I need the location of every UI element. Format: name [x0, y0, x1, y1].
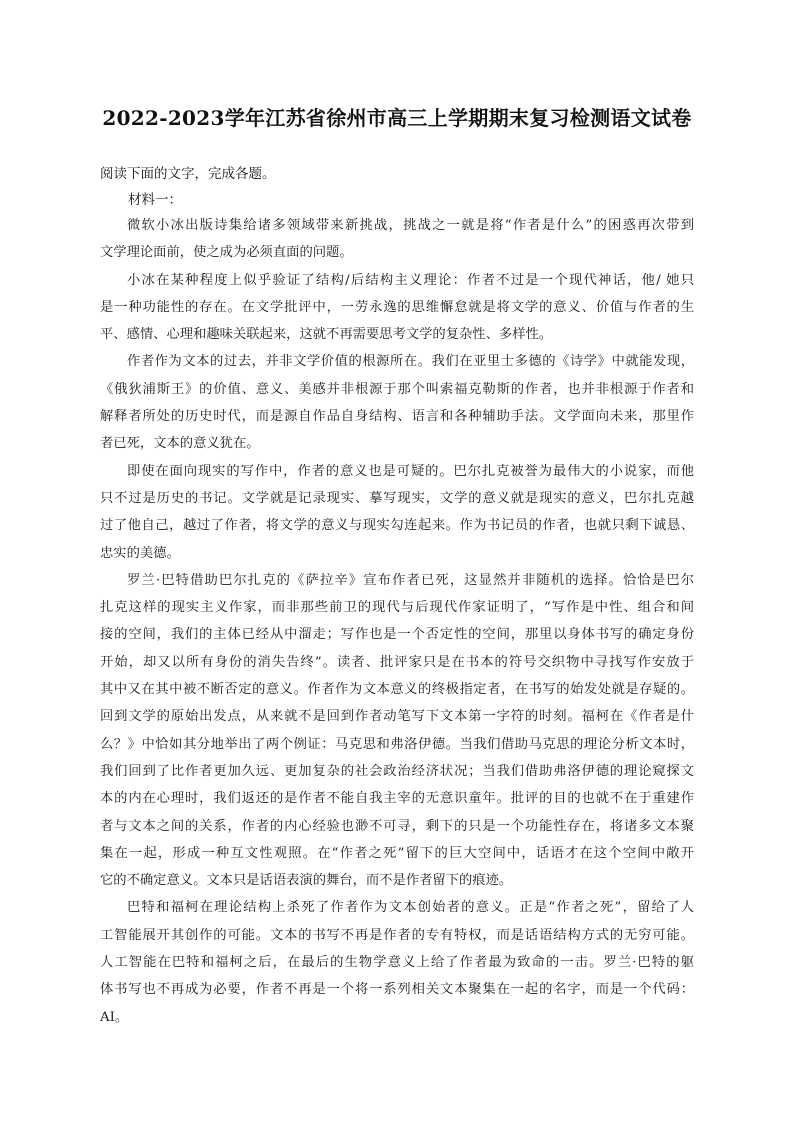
instruction-text: 阅读下面的文字，完成各题。 [100, 166, 276, 182]
passage-line: 扎克这样的现实主义作家，而非那些前卫的现代与后现代作家证明了，“写作是中性、组合和间 [100, 600, 694, 616]
passage-line: 巴特和福柯在理论结构上杀死了作者作为文本创始者的意义。正是“作者之死”，留给了人 [127, 900, 694, 916]
passage-line: 者已死，文本的意义犹在。 [100, 436, 260, 452]
passage-line: 它的不确定意义。文本只是话语表演的舞台，而不是作者留下的痕迹。 [100, 873, 513, 889]
passage-line: 微软小冰出版诗集给诸多领域带来新挑战，挑战之一就是将“作者是什么”的困惑再次带到 [127, 218, 694, 233]
passage-line: 者与文本之间的关系，作者的内心经验也渺不可寻，剩下的只是一个功能性存在，将诸多文本聚 [100, 818, 694, 834]
passage-line: 开始，却又以所有身份的消失告终”。读者、批评家只是在书本的符号交织物中寻找写作安放于 [100, 654, 694, 670]
passage-line: AI。 [100, 1009, 129, 1025]
passage-line: 集在一起，形成一种互文性观照。在“作者之死”留下的巨大空间中，话语才在这个空间中敞开 [100, 845, 694, 861]
passage-line: 本的内在心理时，我们返还的是作者不能自我主宰的无意识童年。批评的目的也就不在于重建作 [100, 791, 694, 807]
passage-line: 接的空间，我们的主体已经从中溜走；写作也是一个否定性的空间，那里以身体书写的确定身份 [100, 627, 694, 643]
passage-line: 我们回到了比作者更加久远、更加复杂的社会政治经济状况；当我们借助弗洛伊德的理论窥探文 [100, 763, 694, 779]
passage-line: 么？》中恰如其分地举出了两个例证：马克思和弗洛伊德。当我们借助马克思的理论分析文本时， [100, 736, 694, 752]
passage-body [100, 212, 694, 1031]
passage-line: 其中又在其中被不断否定的意义。作者作为文本意义的终极指定者，在书写的始发处就是存疑的。 [100, 682, 694, 698]
passage-line: 作者作为文本的过去，并非文学价值的根源所在。我们在亚里士多德的《诗学》中就能发现， [127, 354, 694, 370]
passage-line: 解释者所处的历史时代，而是源自作品自身结构、语言和各种辅助手法。文学面向未来，那里作 [100, 409, 694, 425]
passage-line: 回到文学的原始出发点，从来就不是回到作者动笔写下文本第一字符的时刻。福柯在《作者是什 [100, 709, 694, 725]
passage-line: 忠实的美德。 [100, 545, 180, 561]
passage-line: 罗兰·巴特借助巴尔扎克的《萨拉辛》宣布作者已死，这显然并非随机的选择。恰恰是巴尔 [127, 572, 694, 588]
passage-line: 是一种功能性的存在。在文学批评中，一劳永逸的思维懈怠就是将文学的意义、价值与作者的生 [100, 299, 694, 315]
document-title: 2022-2023学年江苏省徐州市高三上学期期末复习检测语文试卷 [102, 106, 692, 130]
material-label: 材料一： [128, 192, 182, 208]
passage-line: 即使在面向现实的写作中，作者的意义也是可疑的。巴尔扎克被誉为最伟大的小说家，而他 [127, 463, 694, 479]
passage-line: 体书写也不再成为必要，作者不再是一个将一系列相关文本聚集在一起的名字，而是一个代码： [100, 982, 694, 998]
passage-line: 文学理论面前，使之成为必须直面的问题。 [100, 245, 353, 261]
passage-line: 只不过是历史的书记。文学就是记录现实、摹写现实，文学的意义就是现实的意义，巴尔扎克越 [100, 490, 694, 506]
passage-line: 小冰在某种程度上似乎验证了结构/后结构主义理论：作者不过是一个现代神话，他/ 她只 [127, 272, 694, 288]
passage-line: 工智能展开其创作的可能。文本的书写不再是作者的专有特权，而是话语结构方式的无穷可能。 [100, 927, 694, 943]
passage-line: 人工智能在巴特和福柯之后，在最后的生物学意义上给了作者最为致命的一击。罗兰·巴特的躯 [100, 955, 694, 971]
passage-line: 过了他自己，越过了作者，将文学的意义与现实勾连起来。作为书记员的作者，也就只剩下诚恳、 [100, 518, 694, 534]
passage-line: 《俄狄浦斯王》的价值、意义、美感并非根源于那个叫索福克勒斯的作者，也并非根源于作者和 [100, 381, 694, 397]
passage-line: 平、感情、心理和趣味关联起来，这就不再需要思考文学的复杂性、多样性。 [100, 327, 553, 343]
